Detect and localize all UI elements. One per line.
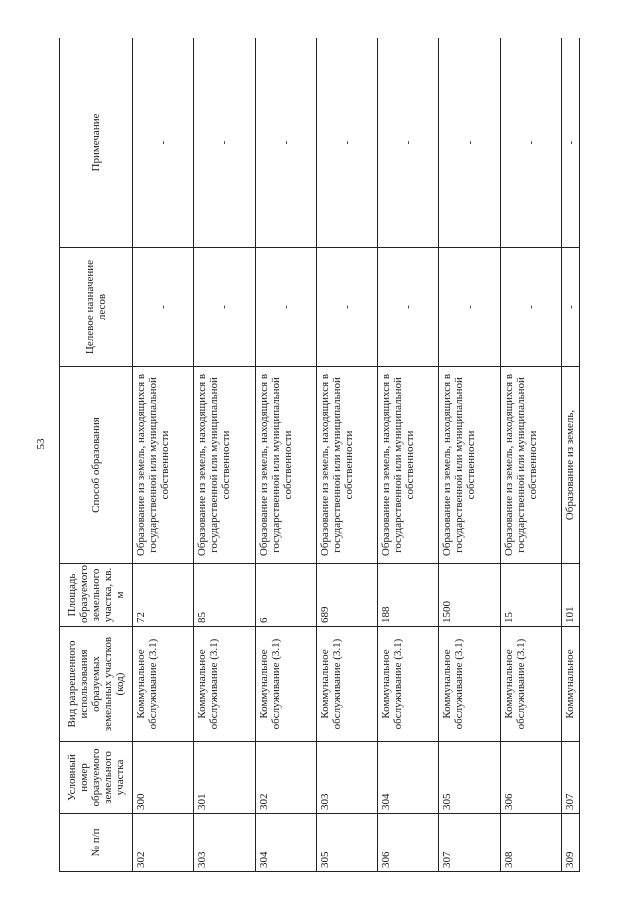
cell-num: 307 [439, 814, 500, 872]
cell-method: Образование из земель, [562, 367, 580, 564]
header-forest-purpose: Целевое назначение лесов [60, 248, 133, 367]
land-plots-table-container [59, 38, 580, 872]
header-num: № п/п [60, 814, 133, 872]
table-row [562, 38, 580, 872]
cell-num: 306 [378, 814, 439, 872]
cell-note: - [133, 38, 194, 248]
cell-note: - [562, 38, 580, 248]
cell-note: - [316, 38, 377, 248]
cell-note: - [378, 38, 439, 248]
cell-permitted-use: Коммунальное обслуживание (3.1) [133, 627, 194, 742]
cell-num: 302 [133, 814, 194, 872]
cell-forest-purpose: - [378, 248, 439, 367]
cell-num: 304 [255, 814, 316, 872]
cell-method: Образование из земель, находящихся в государственной или муниципальной собственности [255, 367, 316, 564]
cell-plot-id: 304 [378, 742, 439, 814]
cell-plot-id: 301 [194, 742, 255, 814]
header-permitted-use: Вид разрешенного использования образуемых земельных участков (код) [60, 627, 133, 742]
cell-area: 15 [500, 564, 561, 627]
cell-method: Образование из земель, находящихся в государственной или муниципальной собственности [194, 367, 255, 564]
cell-plot-id: 307 [562, 742, 580, 814]
cell-forest-purpose: - [194, 248, 255, 367]
cell-permitted-use: Коммунальное обслуживание (3.1) [500, 627, 561, 742]
cell-area: 188 [378, 564, 439, 627]
cell-permitted-use: Коммунальное обслуживание (3.1) [439, 627, 500, 742]
cell-note: - [255, 38, 316, 248]
cell-note: - [500, 38, 561, 248]
table-row [316, 38, 377, 872]
cell-permitted-use: Коммунальное обслуживание (3.1) [255, 627, 316, 742]
cell-area: 72 [133, 564, 194, 627]
cell-method: Образование из земель, находящихся в государственной или муниципальной собственности [316, 367, 377, 564]
cell-area: 689 [316, 564, 377, 627]
cell-note: - [194, 38, 255, 248]
header-plot-id: Условный номер образуемого земельного участка [60, 742, 133, 814]
cell-forest-purpose: - [255, 248, 316, 367]
cell-forest-purpose: - [439, 248, 500, 367]
cell-forest-purpose: - [500, 248, 561, 367]
cell-method: Образование из земель, находящихся в государственной или муниципальной собственности [500, 367, 561, 564]
cell-plot-id: 300 [133, 742, 194, 814]
cell-plot-id: 306 [500, 742, 561, 814]
page-number: 53 [35, 438, 47, 450]
cell-permitted-use: Коммунальное обслуживание (3.1) [194, 627, 255, 742]
cell-plot-id: 305 [439, 742, 500, 814]
header-area: Площадь образуемого земельного участка, кв. м [60, 564, 133, 627]
header-method: Способ образования [60, 367, 133, 564]
cell-area: 6 [255, 564, 316, 627]
cell-num: 303 [194, 814, 255, 872]
cell-permitted-use: Коммунальное [562, 627, 580, 742]
cell-area: 101 [562, 564, 580, 627]
table-row [500, 38, 561, 872]
table-row [439, 38, 500, 872]
cell-method: Образование из земель, находящихся в государственной или муниципальной собственности [439, 367, 500, 564]
table-row [133, 38, 194, 872]
cell-plot-id: 303 [316, 742, 377, 814]
cell-method: Образование из земель, находящихся в государственной или муниципальной собственности [133, 367, 194, 564]
rotated-table-frame [59, 38, 580, 872]
cell-forest-purpose: - [316, 248, 377, 367]
cell-permitted-use: Коммунальное обслуживание (3.1) [316, 627, 377, 742]
table-row [194, 38, 255, 872]
cell-note: - [439, 38, 500, 248]
cell-num: 305 [316, 814, 377, 872]
cell-area: 1500 [439, 564, 500, 627]
cell-area: 85 [194, 564, 255, 627]
cell-num: 308 [500, 814, 561, 872]
cell-num: 309 [562, 814, 580, 872]
cell-plot-id: 302 [255, 742, 316, 814]
cell-forest-purpose: - [133, 248, 194, 367]
cell-permitted-use: Коммунальное обслуживание (3.1) [378, 627, 439, 742]
table-row [378, 38, 439, 872]
header-note: Примечание [60, 38, 133, 248]
cell-forest-purpose: - [562, 248, 580, 367]
table-row [255, 38, 316, 872]
land-plots-table [59, 38, 580, 872]
cell-method: Образование из земель, находящихся в государственной или муниципальной собственности [378, 367, 439, 564]
header-row [60, 38, 133, 872]
